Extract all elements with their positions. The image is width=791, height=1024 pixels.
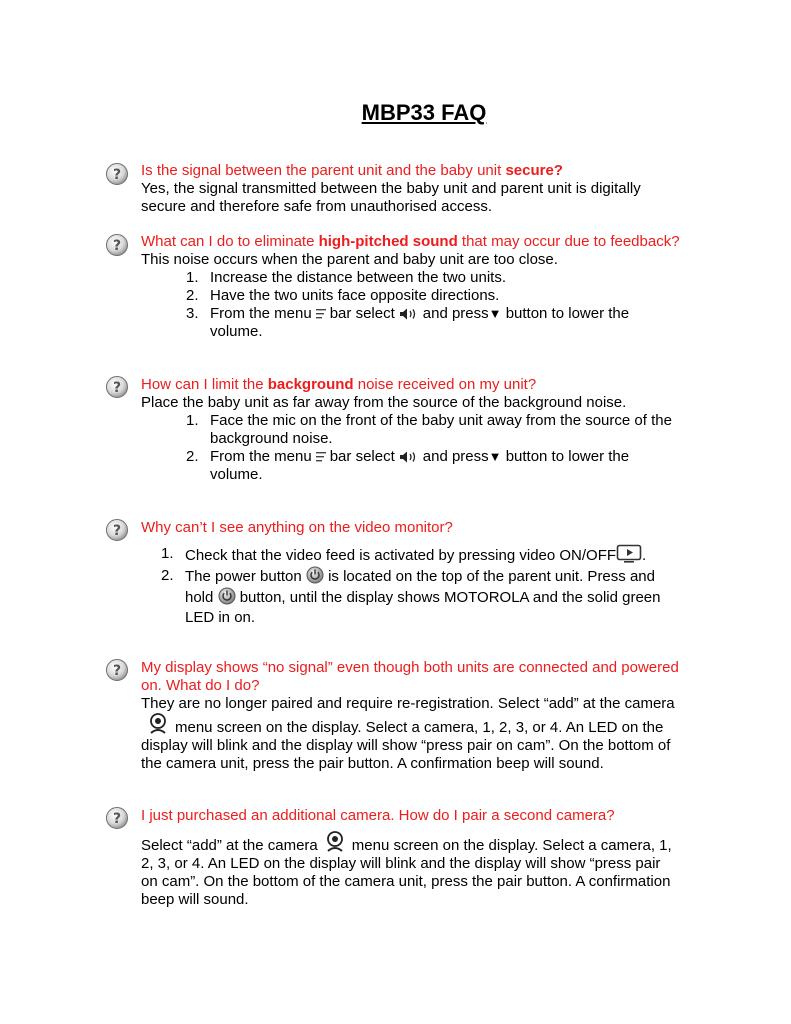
faq-item xyxy=(141,807,681,909)
list-item: 1. Increase the distance between the two units. xyxy=(186,269,507,286)
steps-list xyxy=(141,412,681,484)
faq-item xyxy=(141,233,681,341)
power-icon xyxy=(306,566,324,584)
help-question-icon xyxy=(105,375,129,399)
faq-question: My display shows “no signal” even though both units are connected and powered on. What do I do? xyxy=(141,659,679,694)
faq-item xyxy=(141,376,681,484)
faq-answer: They are no longer paired and require re-registration. Select “add” at the cameramenu screen on the display. Select a camera, 1, 2, 3, or 4. An LED on the display will blink and the display will show “press pair on cam”. On the bottom of the camera unit, press the pair button. A confirmation beep will sound. xyxy=(141,695,675,772)
help-question-icon xyxy=(105,518,129,542)
menu-icon xyxy=(314,450,328,464)
page-title: MBP33 FAQ xyxy=(361,100,487,125)
camera-icon xyxy=(326,831,344,853)
help-question-icon xyxy=(105,233,129,257)
down-triangle-icon: ▼ xyxy=(488,449,502,464)
video-onoff-icon xyxy=(616,544,642,564)
faq-question: Is the signal between the parent unit and the baby unit secure? xyxy=(141,162,563,179)
steps-list xyxy=(141,269,681,341)
help-question-icon xyxy=(105,806,129,830)
camera-icon xyxy=(149,713,167,735)
faq-answer: Select “add” at the camera menu screen on the display. Select a camera, 1, 2, 3, or 4. An LED on the display will blink and the display will show “press pair on cam”. On the bottom of the camera unit, press the pair button. A confirmation beep will sound. xyxy=(141,831,681,909)
menu-icon xyxy=(314,307,328,321)
faq-question: How can I limit the background noise received on my unit? xyxy=(141,376,537,393)
faq-answer: Yes, the signal transmitted between the baby unit and parent unit is digitally secure and therefore safe from unauthorised access. xyxy=(141,180,641,215)
faq-answer: Place the baby unit as far away from the source of the background noise. xyxy=(141,394,627,411)
faq-item xyxy=(141,518,681,628)
faq-question: I just purchased an additional camera. How do I pair a second camera? xyxy=(141,807,615,824)
list-item: 2. Have the two units face opposite directions. xyxy=(186,287,500,304)
volume-icon xyxy=(399,450,419,464)
list-item: 1. Check that the video feed is activated by pressing video ON/OFF . xyxy=(161,545,647,564)
down-triangle-icon: ▼ xyxy=(488,306,502,321)
faq-question: What can I do to eliminate high-pitched sound that may occur due to feedback? xyxy=(141,233,680,250)
help-question-icon xyxy=(105,658,129,682)
help-question-icon xyxy=(105,162,129,186)
list-item: 2. The power button is located on the top of the parent unit. Press and hold button, until the display shows MOTOROLA and the solid green LED in on. xyxy=(161,567,661,626)
volume-icon xyxy=(399,307,419,321)
faq-answer: This noise occurs when the parent and baby unit are too close. xyxy=(141,251,558,268)
faq-item xyxy=(141,659,681,773)
list-item: 1. Face the mic on the front of the baby unit away from the source of the background noise. xyxy=(186,412,672,447)
faq-item xyxy=(141,162,681,216)
list-item: 3. From the menu bar select and press▼ button to lower the volume. xyxy=(186,305,630,340)
faq-question: Why can’t I see anything on the video monitor? xyxy=(141,519,453,536)
steps-list xyxy=(139,544,681,628)
list-item: 2. From the menu bar select and press▼ button to lower the volume. xyxy=(186,448,630,483)
power-icon xyxy=(218,587,236,605)
